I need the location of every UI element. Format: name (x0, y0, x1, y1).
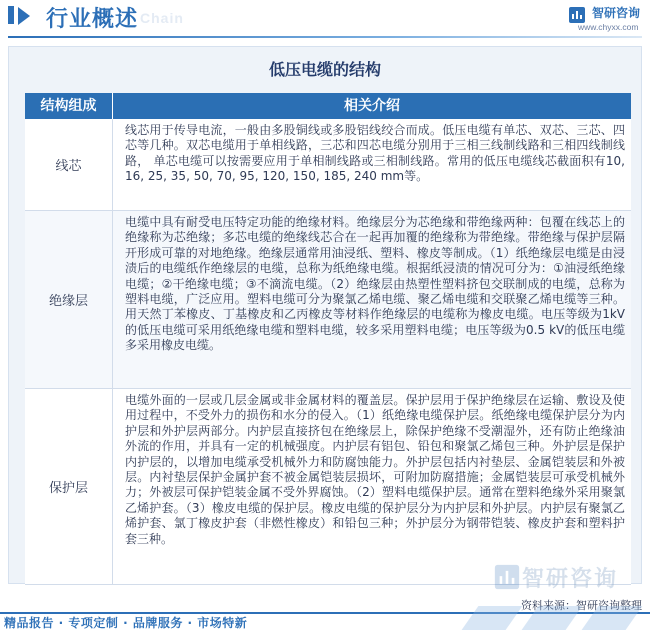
page-title: 行业概述 (46, 7, 139, 32)
column-header-structure: 结构组成 (25, 93, 113, 119)
header-divider (8, 36, 642, 38)
header-watermark-text: Chain (140, 10, 184, 26)
table-header-row (25, 93, 631, 119)
table-row (25, 119, 631, 211)
row-name: 绝缘层 (25, 211, 113, 388)
row-description: 电缆中具有耐受电压特定功能的绝缘材料。绝缘层分为芯绝缘和带绝缘两种：包覆在线芯上的绝缘称为芯绝缘；多芯电缆的绝缘线芯合在一起再加覆的绝缘称为带绝缘。带绝缘与保护层隔开形成可靠的对地绝缘。绝缘层通常用油浸纸、塑料、橡皮等制成。（1）纸绝缘层电缆是由浸渍后的电缆纸作绝缘层的电缆，总称为纸绝缘电缆。根据纸浸渍的情况可分为：①油浸纸绝缘电缆；②干绝缘电缆；③不滴流电缆。（2）绝缘层由热塑性塑料挤包交联制成的电缆，总称为塑料电缆，广泛应用。塑料电缆可分为聚氯乙烯电缆、聚乙烯电缆和交联聚乙烯电缆等三种。用天然丁苯橡皮、丁基橡皮和乙丙橡皮等材料作绝缘层的电缆称为橡皮电缆。电压等级为1kV的低压电缆可采用纸绝缘电缆和塑料电缆，较多采用塑料电缆；电压等级为0.5 kV的低压电缆多采用橡皮电缆。 (125, 215, 625, 353)
watermark-logo-icon (494, 564, 520, 590)
page-header (0, 0, 650, 44)
row-name: 保护层 (25, 389, 113, 584)
row-name: 线芯 (25, 119, 113, 210)
row-description: 线芯用于传导电流，一般由多股铜线或多股铝线绞合而成。低压电缆有单芯、双芯、三芯、四芯等几种。双芯电缆用于单相线路，三芯和四芯电缆分别用于三相三线制线路和三相四线制线路， 单芯电缆可以按需要应用于单相制线路或三相制线路。常用的低压电缆线芯截面积有10, 16, 25, 35, 50, 70, 95, 120, 150, 185, 240 mm等。 (125, 123, 625, 184)
footer-decoration (450, 606, 650, 630)
table-row (25, 389, 631, 585)
header-marker (8, 6, 14, 24)
column-header-description: 相关介绍 (344, 98, 400, 114)
footer-slogan: 精品报告 · 专项定制 · 品牌服务 · 市场特新 (4, 616, 248, 630)
structure-table-card (8, 46, 642, 584)
header-arrow-icon (18, 7, 30, 25)
table-row (25, 211, 631, 389)
watermark-text: 智研咨询 (522, 567, 619, 592)
row-description: 电缆外面的一层或几层金属或非金属材料的覆盖层。保护层用于保护绝缘层在运输、敷设及使用过程中，不受外力的损伤和水分的侵入。（1）纸绝缘电缆保护层。纸绝缘电缆保护层分为内护层和外护层两部分。内护层直接挤包在绝缘层上，除保护绝缘不受潮湿外，还有防止绝缘油外流的作用，并具有一定的机械强度。内护层有铝包、铅包和聚氯乙烯包三种。外护层是保护内护层的，以增加电缆承受机械外力和防腐蚀能力。外护层包括内衬垫层、金属铠装层和外被层。内衬垫层保护金属护套不被金属铠装层损坏，可附加防腐措施；金属铠装层可承受机械外力；外被层可保护铠装金属不受外界腐蚀。（2）塑料电缆保护层。通常在塑料绝缘外采用聚氯乙烯护套。（3）橡皮电缆的保护层。橡皮电缆的保护层分为内护层和外护层。内护层有聚氯乙烯护套、氯丁橡皮护套（非燃性橡皮）和铅包三种；外护层分为钢带铠装、橡皮护套和塑料护套三种。 (125, 393, 625, 546)
brand-name: 智研咨询 (592, 6, 641, 20)
source-note: 资料来源：智研咨询整理 (521, 599, 642, 612)
brand-url: www.chyxx.com (578, 22, 639, 32)
table-title: 低压电缆的结构 (268, 60, 381, 79)
